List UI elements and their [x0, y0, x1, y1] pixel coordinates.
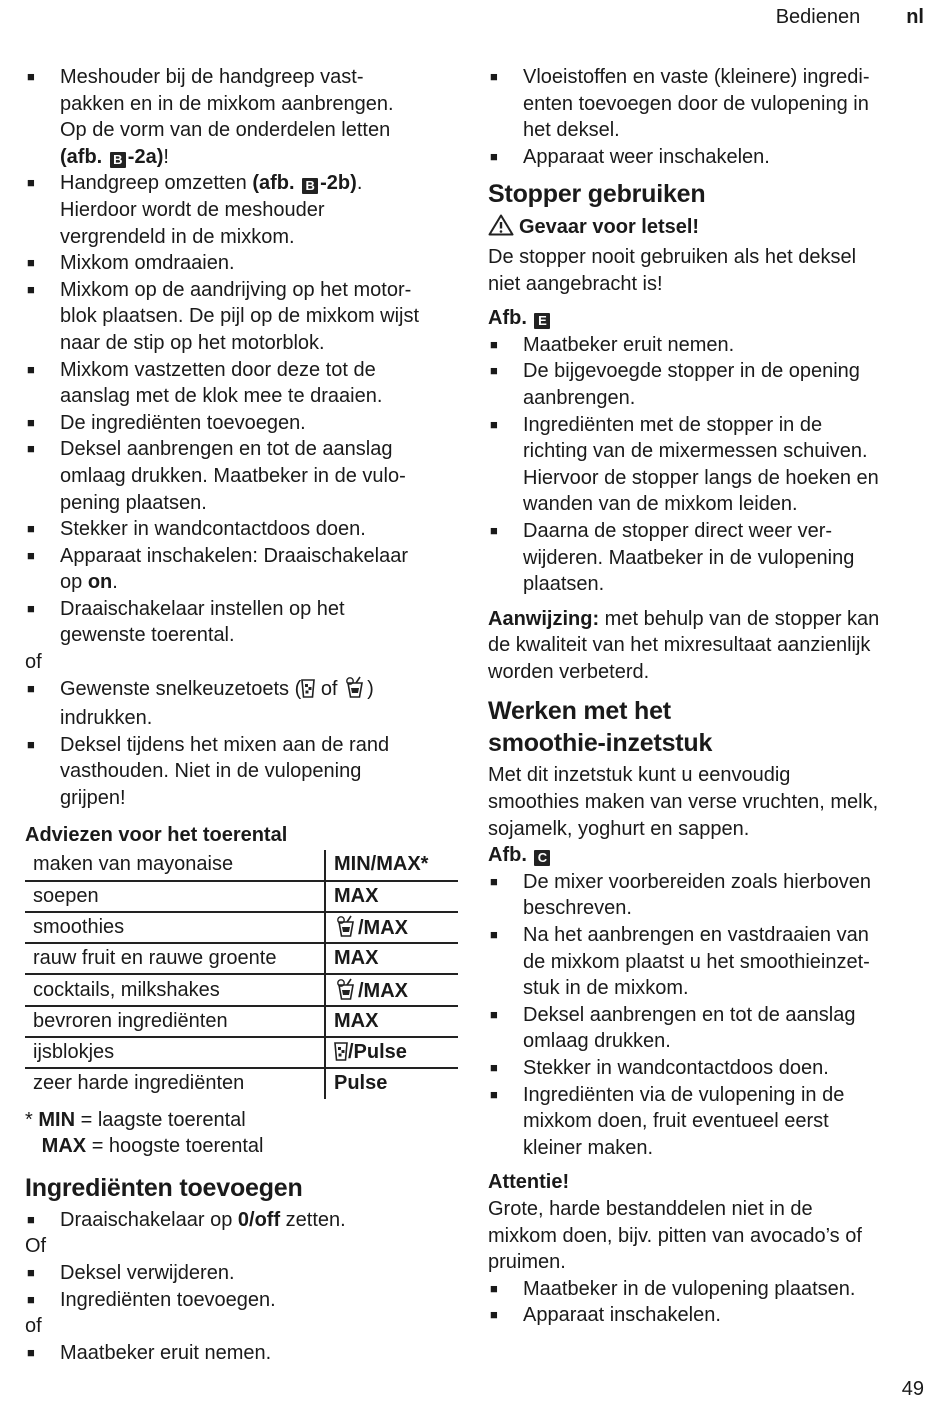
or-separator: of	[25, 651, 42, 674]
table-cell-use: soepen	[25, 881, 325, 912]
list-item: ■ Draaischakelaar op 0/off zetten.	[25, 1207, 465, 1234]
speed-value: Pulse	[334, 1072, 388, 1095]
list-item: ■ Mixkom omdraaien.	[25, 250, 465, 277]
list-item: ■ Ingrediënten via de vulopening in de mixkom doen, fruit eventueel eerst kleiner maken.	[488, 1082, 928, 1162]
section-heading-ingredients: Ingrediënten toevoegen	[25, 1173, 303, 1202]
speed-value: MIN/MAX*	[334, 853, 429, 876]
speed-value: MAX	[334, 884, 379, 907]
table-cell-speed	[325, 881, 458, 912]
list-item: ■ Deksel tijdens het mixen aan de rand vasthouden. Niet in de vulopening grijpen!	[25, 732, 465, 812]
warning-title: Gevaar voor letsel!	[488, 214, 928, 244]
list-item: ■ Ingrediënten toevoegen.	[25, 1287, 465, 1314]
list-item: ■ Handgreep omzetten (afb. B -2b). Hierdoor wordt de meshouder vergrendeld in de mixkom.	[25, 170, 465, 250]
figure-letter-badge: B	[110, 152, 126, 168]
figure-letter-badge: E	[534, 313, 550, 329]
list-item: ■ Apparaat inschakelen: Draaischakelaar op on.	[25, 543, 465, 596]
smoothie-glass-icon	[343, 676, 367, 706]
right-column	[488, 64, 928, 1329]
speed-value: /Pulse	[348, 1041, 407, 1064]
table-cell-speed	[325, 1068, 458, 1098]
table-row	[25, 1006, 458, 1037]
speed-value: /MAX	[358, 979, 408, 1002]
table-cell-use: cocktails, milkshakes	[25, 974, 325, 1005]
warning-text: De stopper nooit gebruiken als het deksel niet aangebracht is!	[488, 245, 857, 295]
speed-value: MAX	[334, 947, 379, 970]
table-cell-speed	[325, 943, 458, 974]
table-cell-use: smoothies	[25, 912, 325, 943]
figure-letter-badge: C	[534, 850, 550, 866]
language-code: nl	[906, 6, 924, 28]
list-item: ■ Daarna de stopper direct weer ver- wijderen. Maatbeker in de vulopening plaatsen.	[488, 518, 928, 598]
table-cell-use: maken van mayonaise	[25, 850, 325, 880]
list-item: ■ Gewenste snelkeuzetoets ( of ) indrukken.	[25, 676, 465, 732]
table-cell-speed	[325, 974, 458, 1005]
list-item: ■ Deksel verwijderen.	[25, 1260, 465, 1287]
speed-value: /MAX	[358, 916, 408, 939]
list-item: ■ De mixer voorbereiden zoals hierboven beschreven.	[488, 869, 928, 922]
list-item: ■ Deksel aanbrengen en tot de aanslag omlaag drukken.	[488, 1002, 928, 1055]
list-item: ■ Deksel aanbrengen en tot de aanslag omlaag drukken. Maatbeker in de vulo- pening plaatsen.	[25, 436, 465, 516]
section-heading-smoothie: Werken met het smoothie-inzetstuk	[488, 697, 713, 758]
speed-advice-table	[25, 850, 458, 1098]
page-header	[776, 6, 924, 29]
table-row	[25, 1068, 458, 1098]
or-separator: of	[25, 1315, 42, 1338]
table-cell-use: rauw fruit en rauwe groente	[25, 943, 325, 974]
list-item: ■ Apparaat inschakelen.	[488, 1302, 928, 1329]
section-title: Bedienen	[775, 6, 861, 28]
ice-crush-icon	[334, 1041, 348, 1063]
table-title: Adviezen voor het toerental	[25, 823, 288, 846]
figure-letter-badge: B	[302, 178, 318, 194]
list-item: ■ Stekker in wandcontactdoos doen.	[25, 516, 465, 543]
figure-reference: Afb. C	[488, 842, 928, 869]
list-item: ■ Maatbeker eruit nemen.	[25, 1340, 465, 1367]
table-cell-speed	[325, 1006, 458, 1037]
table-cell-use: ijsblokjes	[25, 1037, 325, 1068]
table-cell-speed	[325, 912, 458, 943]
page-number: 49	[901, 1378, 924, 1400]
table-row	[25, 850, 458, 880]
warning-triangle-icon	[488, 214, 514, 244]
smoothie-glass-icon	[334, 980, 358, 1002]
table-row	[25, 912, 458, 943]
figure-reference: Afb. E	[488, 305, 928, 332]
list-item: ■ Draaischakelaar instellen op het gewenste toerental.	[25, 596, 465, 649]
table-row	[25, 1037, 458, 1068]
list-item: ■ Vloeistoffen en vaste (kleinere) ingredi- enten toevoegen door de vulopening in het deksel.	[488, 64, 928, 144]
attention-text: Grote, harde bestanddelen niet in de mixkom doen, bijv. pitten van avocado’s of pruimen.	[488, 1197, 862, 1274]
note-paragraph: Aanwijzing: met behulp van de stopper kan de kwaliteit van het mixresultaat aanzienlijk worden verbeterd.	[488, 607, 880, 683]
table-cell-speed	[325, 850, 458, 880]
table-row	[25, 974, 458, 1005]
smoothie-intro: Met dit inzetstuk kunt u eenvoudig smoothies maken van verse vruchten, melk, sojamelk, yoghurt en sappen.	[488, 764, 879, 840]
table-row	[25, 943, 458, 974]
table-cell-use: zeer harde ingrediënten	[33, 1072, 245, 1095]
table-cell-speed	[325, 1037, 458, 1068]
table-legend: * MIN = laagste toerental MAX = hoogste toerental	[25, 1108, 264, 1158]
ice-crush-icon	[301, 678, 315, 706]
list-item: ■ Mixkom op de aandrijving op het motor- blok plaatsen. De pijl op de mixkom wijst naar de stip op het motorblok.	[25, 277, 465, 357]
list-item: ■ Maatbeker eruit nemen.	[488, 332, 928, 359]
or-separator: Of	[25, 1235, 47, 1258]
list-item: ■ Ingrediënten met de stopper in de richting van de mixermessen schuiven. Hiervoor de stopper langs de hoeken en wanden van de mixkom leiden.	[488, 412, 928, 518]
list-item: ■ Maatbeker in de vulopening plaatsen.	[488, 1276, 928, 1303]
speed-value: MAX	[334, 1009, 379, 1032]
list-item: ■ Apparaat weer inschakelen.	[488, 144, 928, 171]
table-row	[25, 881, 458, 912]
table-cell-use: bevroren ingrediënten	[25, 1006, 325, 1037]
list-item: ■ Mixkom vastzetten door deze tot de aanslag met de klok mee te draaien.	[25, 357, 465, 410]
list-item: ■ Meshouder bij de handgreep vast- pakken en in de mixkom aanbrengen. Op de vorm van de onderdelen letten (afb. B -2a)!	[25, 64, 465, 170]
list-item: ■ De bijgevoegde stopper in de opening aanbrengen.	[488, 358, 928, 411]
list-item: ■ Stekker in wandcontactdoos doen.	[488, 1055, 928, 1082]
section-heading-stopper: Stopper gebruiken	[488, 180, 706, 209]
list-item: ■ Na het aanbrengen en vastdraaien van de mixkom plaatst u het smoothieinzet- stuk in de mixkom.	[488, 922, 928, 1002]
attention-title: Attentie!	[488, 1171, 570, 1194]
smoothie-glass-icon	[334, 917, 358, 939]
left-column	[25, 64, 465, 1366]
list-item: ■ De ingrediënten toevoegen.	[25, 410, 465, 437]
